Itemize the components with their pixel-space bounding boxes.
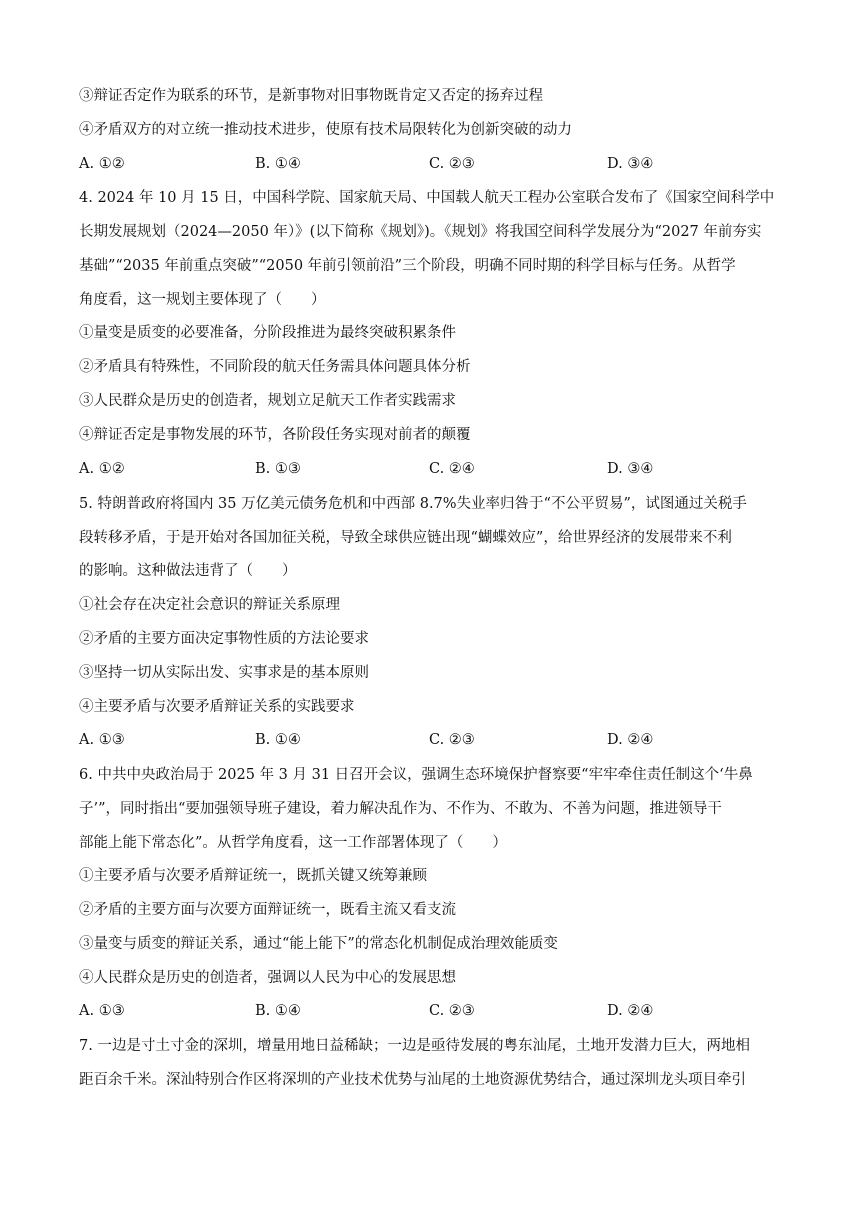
option-d[interactable]: D. ③④ (607, 156, 654, 172)
q4-option-b[interactable]: B. ①③ (255, 461, 301, 477)
q5-stem-line-1: 5. 特朗普政府将国内 35 万亿美元债务危机和中西部 8.7%失业率归咎于“不公平贸易”，试图通过关税手 (79, 496, 747, 512)
q4-stem-line-1: 4. 2024 年 10 月 15 日，中国科学院、国家航天局、中国载人航天工程办公室联合发布了《国家空间科学中 (79, 190, 775, 206)
q6-option-c[interactable]: C. ②③ (429, 1003, 475, 1019)
q6-option-d[interactable]: D. ②④ (607, 1003, 654, 1019)
q6-option-a[interactable]: A. ①③ (79, 1003, 125, 1019)
q4-statement-2: ②矛盾具有特殊性，不同阶段的航天任务需具体问题具体分析 (79, 359, 471, 375)
q5-statement-3: ③坚持一切从实际出发、实事求是的基本原则 (79, 665, 369, 681)
q6-options-row (79, 1001, 783, 1021)
q4-option-c[interactable]: C. ②④ (429, 461, 475, 477)
statement-4: ④矛盾双方的对立统一推动技术进步，使原有技术局限转化为创新突破的动力 (79, 122, 572, 138)
q5-statement-4: ④主要矛盾与次要矛盾辩证关系的实践要求 (79, 699, 355, 715)
q4-statement-4: ④辩证否定是事物发展的环节，各阶段任务实现对前者的颠覆 (79, 427, 471, 443)
q4-statement-3: ③人民群众是历史的创造者，规划立足航天工作者实践需求 (79, 393, 456, 409)
option-b[interactable]: B. ①④ (255, 156, 301, 172)
q4-statement-1: ①量变是质变的必要准备，分阶段推进为最终突破积累条件 (79, 325, 456, 341)
q7-stem-line-1: 7. 一边是寸土寸金的深圳，增量用地日益稀缺；一边是亟待发展的粤东汕尾，土地开发潜力巨大，两地相 (79, 1038, 750, 1054)
q4-options-row (79, 459, 783, 479)
q6-option-b[interactable]: B. ①④ (255, 1003, 301, 1019)
q6-statement-4: ④人民群众是历史的创造者，强调以人民为中心的发展思想 (79, 970, 456, 986)
q4-stem-line-3: 基础”“2035 年前重点突破”“2050 年前引领前沿”三个阶段，明确不同时期的科学目标与任务。从哲学 (79, 258, 736, 274)
q4-option-a[interactable]: A. ①② (79, 461, 125, 477)
q6-stem-line-3: 部能上能下常态化”。从哲学角度看，这一工作部署体现了（ ） (79, 835, 507, 851)
q5-option-d[interactable]: D. ②④ (607, 732, 654, 748)
q5-stem-line-3: 的影响。这种做法违背了（ ） (79, 563, 297, 579)
q5-statement-2: ②矛盾的主要方面决定事物性质的方法论要求 (79, 631, 369, 647)
q6-statement-3: ③量变与质变的辩证关系，通过“能上能下”的常态化机制促成治理效能质变 (79, 936, 558, 952)
q4-option-d[interactable]: D. ③④ (607, 461, 654, 477)
q5-stem-line-2: 段转移矛盾，于是开始对各国加征关税，导致全球供应链出现“蝴蝶效应”，给世界经济的发展带来不利 (79, 530, 732, 546)
q5-options-row (79, 730, 783, 750)
q5-statement-1: ①社会存在决定社会意识的辩证关系原理 (79, 597, 340, 613)
q6-statement-1: ①主要矛盾与次要矛盾辩证统一，既抓关键又统筹兼顾 (79, 868, 427, 884)
q5-option-b[interactable]: B. ①④ (255, 732, 301, 748)
q6-statement-2: ②矛盾的主要方面与次要方面辩证统一，既看主流又看支流 (79, 902, 456, 918)
q6-stem-line-1: 6. 中共中央政治局于 2025 年 3 月 31 日召开会议，强调生态环境保护督察要“牢牢牵住责任制这个‘牛鼻 (79, 767, 753, 783)
statement-3: ③辩证否定作为联系的环节，是新事物对旧事物既肯定又否定的扬弃过程 (79, 88, 543, 104)
q4-stem-line-4: 角度看，这一规划主要体现了（ ） (79, 292, 326, 308)
q7-stem-line-2: 距百余千米。深汕特别合作区将深圳的产业技术优势与汕尾的土地资源优势结合，通过深圳龙头项目牵引 (79, 1072, 746, 1088)
options-row (79, 154, 783, 174)
q5-option-a[interactable]: A. ①③ (79, 732, 125, 748)
option-c[interactable]: C. ②③ (429, 156, 475, 172)
option-a[interactable]: A. ①② (79, 156, 125, 172)
q5-option-c[interactable]: C. ②③ (429, 732, 475, 748)
q6-stem-line-2: 子’”，同时指出“要加强领导班子建设，着力解决乱作为、不作为、不敢为、不善为问题，推进领导干 (79, 801, 722, 817)
q4-stem-line-2: 长期发展规划（2024—2050 年）》(以下简称《规划》)。《规划》将我国空间科学发展分为“2027 年前夯实 (79, 224, 762, 240)
